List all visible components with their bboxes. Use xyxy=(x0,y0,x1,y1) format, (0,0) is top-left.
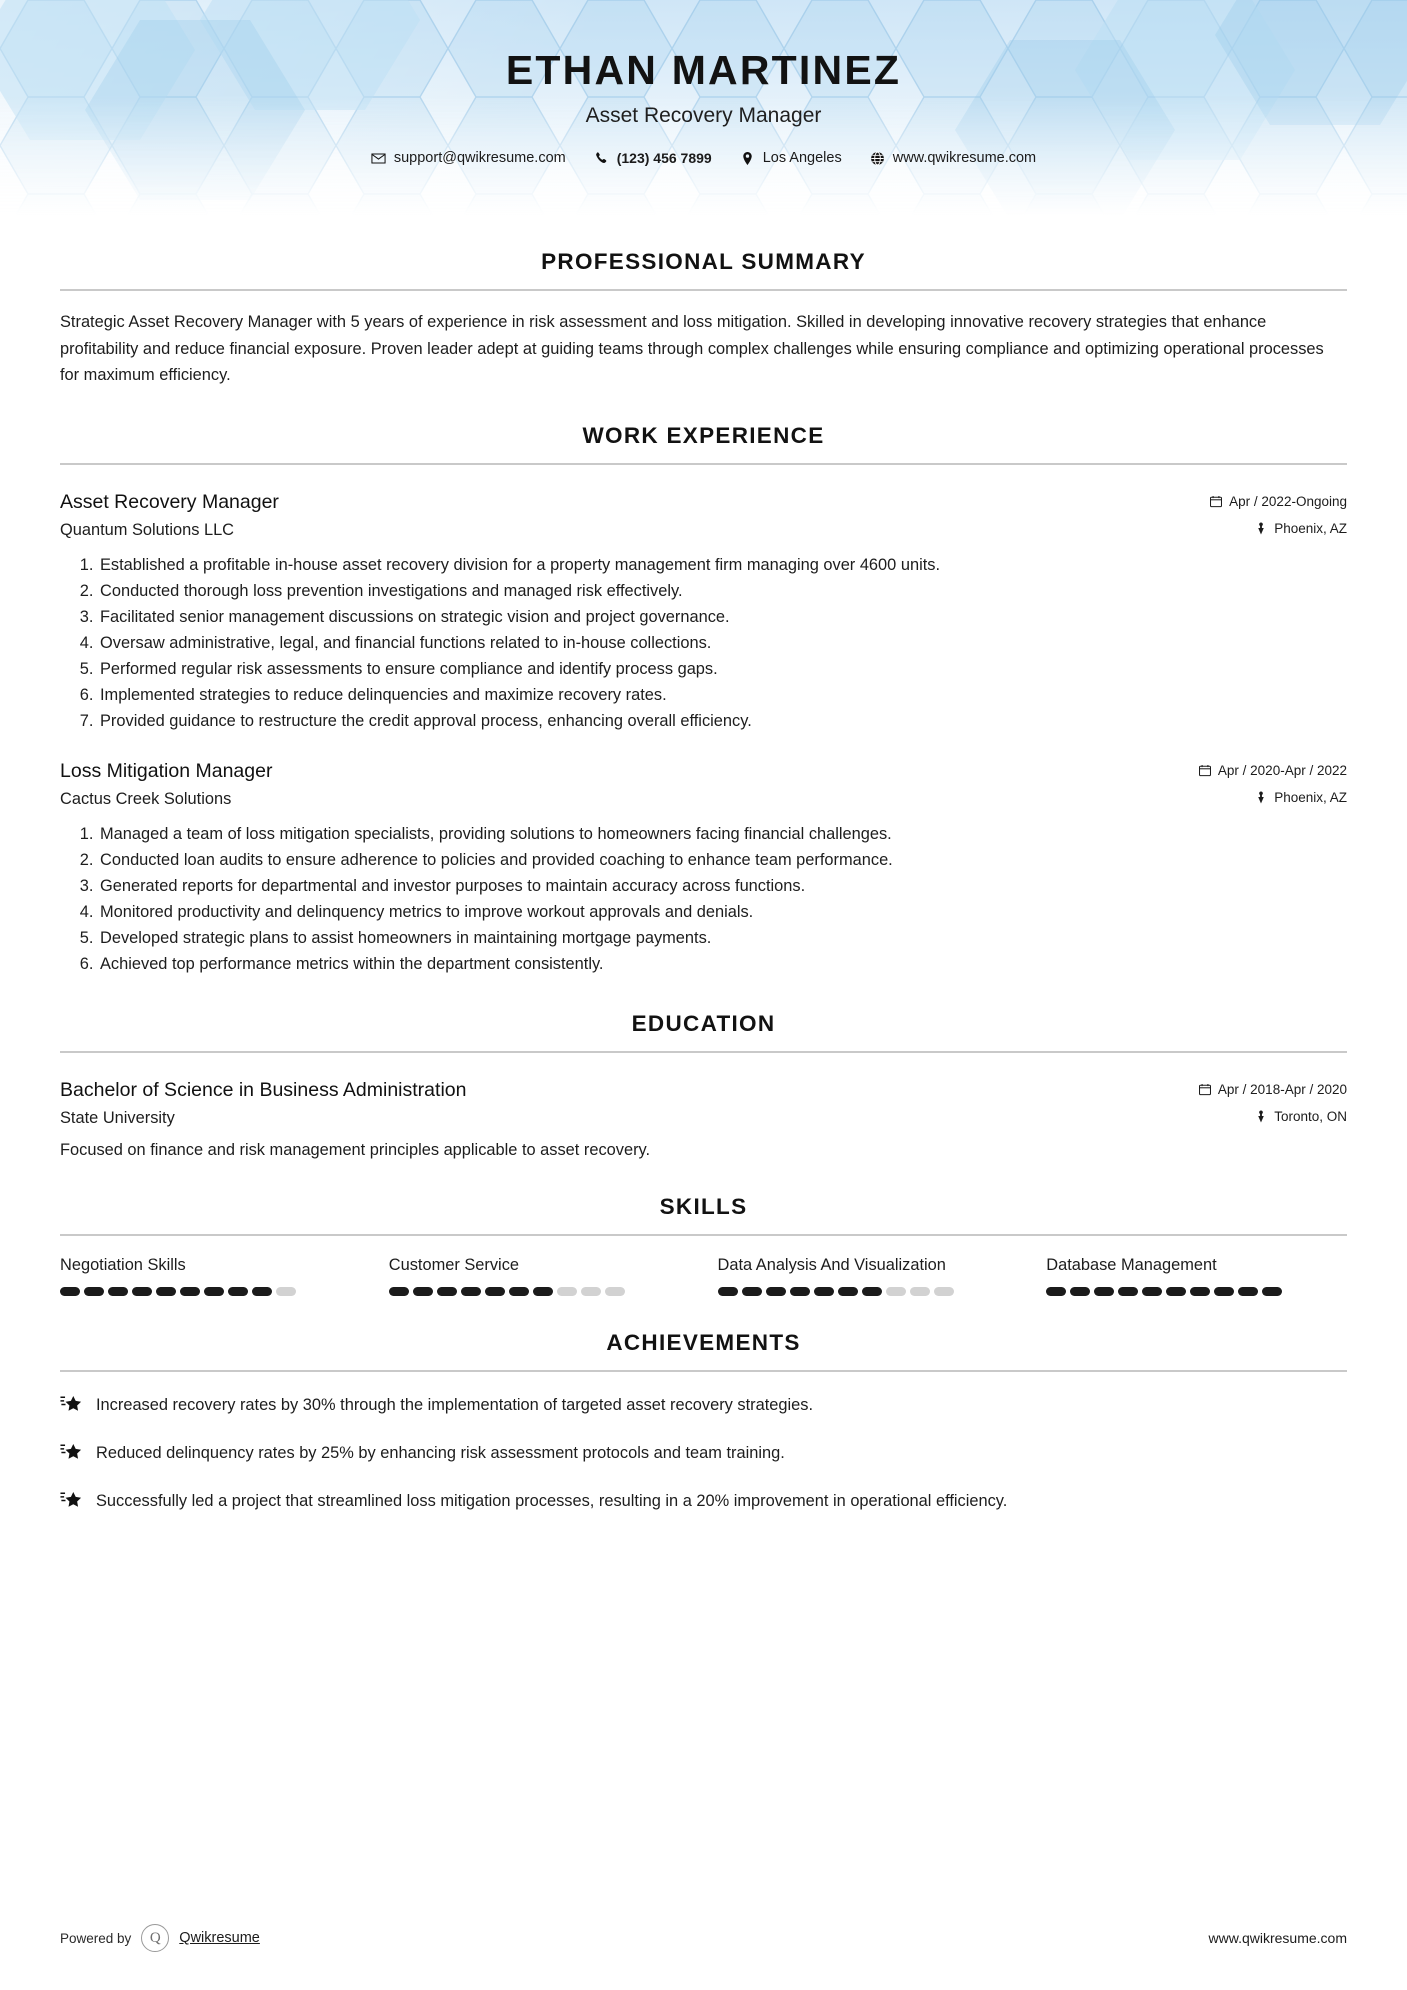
skill-level-dot xyxy=(1142,1287,1162,1296)
divider-skills xyxy=(60,1234,1347,1236)
pin-icon xyxy=(1255,791,1267,804)
skill-level-dot xyxy=(1166,1287,1186,1296)
calendar-icon xyxy=(1199,1083,1211,1096)
job-bullet: 1. Managed a team of loss mitigation specialists, providing solutions to homeowners facing financial challenges. xyxy=(98,821,1347,847)
contact-email-text: support@qwikresume.com xyxy=(393,150,566,167)
section-title-work: WORK EXPERIENCE xyxy=(582,422,825,448)
phone-icon xyxy=(594,151,609,166)
resume-header xyxy=(0,0,1407,215)
skill-level-dot xyxy=(228,1287,248,1296)
summary-text: Strategic Asset Recovery Manager with 5 years of experience in risk assessment and loss mitigation. Skilled in developing innovative recovery strategies that enhance profitability and reduce financial exposure. Proven leader adept at guiding teams through complex challenges while ensuring compliance and optimizing operational processes for maximum efficiency. xyxy=(60,313,1324,385)
skill-level-dot xyxy=(862,1287,882,1296)
job-bullets xyxy=(60,821,1347,977)
skill-level-dot xyxy=(108,1287,128,1296)
skill-level-dot xyxy=(1070,1287,1090,1296)
skill-level-meter xyxy=(389,1287,690,1296)
work-entry xyxy=(60,760,1347,977)
envelope-icon xyxy=(371,151,386,166)
job-bullet: 7. Provided guidance to restructure the credit approval process, enhancing overall efficiency. xyxy=(98,708,1347,734)
job-bullet: 4. Oversaw administrative, legal, and financial functions related to in-house collections. xyxy=(98,630,1347,656)
education-dates-text: Apr / 2018-Apr / 2020 xyxy=(1217,1081,1347,1097)
divider-summary xyxy=(60,289,1347,291)
skill-item xyxy=(389,1254,690,1296)
skill-level-dot xyxy=(605,1287,625,1296)
candidate-job-title: Asset Recovery Manager xyxy=(585,104,822,128)
globe-icon xyxy=(870,151,885,166)
skill-level-dot xyxy=(1094,1287,1114,1296)
skill-label: Data Analysis And Visualization xyxy=(717,1255,946,1274)
job-location xyxy=(1255,521,1347,536)
achievement-text: Increased recovery rates by 30% through the implementation of targeted asset recovery strategies. xyxy=(96,1395,814,1414)
divider-achievements xyxy=(60,1370,1347,1372)
skill-level-dot xyxy=(156,1287,176,1296)
achievement-item xyxy=(60,1392,1347,1418)
skill-level-dot xyxy=(1190,1287,1210,1296)
achievements-list xyxy=(60,1392,1347,1515)
job-location-text: Phoenix, AZ xyxy=(1274,520,1347,536)
job-dates-text: Apr / 2020-Apr / 2022 xyxy=(1217,762,1347,778)
skill-level-dot xyxy=(742,1287,762,1296)
education-entry xyxy=(60,1079,1347,1160)
skill-level-dot xyxy=(1262,1287,1282,1296)
job-company: Cactus Creek Solutions xyxy=(60,789,232,808)
skill-level-dot xyxy=(461,1287,481,1296)
education-description: Focused on finance and risk management principles applicable to asset recovery. xyxy=(60,1140,651,1159)
contact-location-text: Los Angeles xyxy=(762,150,842,167)
job-bullet: 3. Generated reports for departmental and investor purposes to maintain accuracy across functions. xyxy=(98,873,1347,899)
skill-level-dot xyxy=(1214,1287,1234,1296)
skill-level-dot xyxy=(886,1287,906,1296)
skill-level-meter xyxy=(60,1287,361,1296)
education-school: State University xyxy=(60,1108,175,1127)
skill-level-meter xyxy=(1046,1287,1347,1296)
skill-level-dot xyxy=(60,1287,80,1296)
job-bullet: 5. Performed regular risk assessments to ensure compliance and identify process gaps. xyxy=(98,656,1347,682)
star-badge-icon xyxy=(60,1394,82,1416)
star-badge-icon xyxy=(60,1442,82,1464)
skill-level-dot xyxy=(437,1287,457,1296)
job-location-text: Phoenix, AZ xyxy=(1274,789,1347,805)
skill-level-dot xyxy=(413,1287,433,1296)
footer-website[interactable]: www.qwikresume.com xyxy=(1208,1930,1347,1946)
job-dates xyxy=(1199,763,1347,778)
skill-item xyxy=(718,1254,1019,1296)
skill-level-dot xyxy=(581,1287,601,1296)
pin-icon xyxy=(1255,1110,1267,1123)
footer-branding xyxy=(60,1924,260,1952)
contact-website[interactable] xyxy=(870,150,1036,166)
job-dates-text: Apr / 2022-Ongoing xyxy=(1229,493,1347,509)
star-badge-icon xyxy=(60,1490,82,1512)
contact-phone[interactable] xyxy=(594,150,712,166)
education-dates xyxy=(1199,1082,1347,1097)
skill-label: Negotiation Skills xyxy=(60,1255,186,1274)
skill-level-dot xyxy=(389,1287,409,1296)
skill-level-dot xyxy=(84,1287,104,1296)
job-location xyxy=(1255,790,1347,805)
contact-website-text: www.qwikresume.com xyxy=(892,150,1037,167)
skill-label: Database Management xyxy=(1046,1255,1217,1274)
skill-level-dot xyxy=(204,1287,224,1296)
job-bullet: 4. Monitored productivity and delinquency metrics to improve workout approvals and denials. xyxy=(98,899,1347,925)
achievement-item xyxy=(60,1488,1347,1514)
education-degree: Bachelor of Science in Business Administration xyxy=(60,1078,467,1101)
skill-level-dot xyxy=(509,1287,529,1296)
skill-level-dot xyxy=(533,1287,553,1296)
achievement-text: Successfully led a project that streamlined loss mitigation processes, resulting in a 20% improvement in operational efficiency. xyxy=(96,1492,1008,1511)
job-bullet: 5. Developed strategic plans to assist homeowners in maintaining mortgage payments. xyxy=(98,925,1347,951)
page-footer xyxy=(60,1924,1347,1952)
calendar-icon xyxy=(1210,495,1222,508)
job-bullet: 3. Facilitated senior management discussions on strategic vision and project governance. xyxy=(98,604,1347,630)
job-bullet: 2. Conducted thorough loss prevention investigations and managed risk effectively. xyxy=(98,578,1347,604)
skill-level-dot xyxy=(910,1287,930,1296)
job-bullets xyxy=(60,552,1347,734)
map-pin-icon xyxy=(740,151,755,166)
skill-level-dot xyxy=(1118,1287,1138,1296)
skill-item xyxy=(60,1254,361,1296)
skill-level-dot xyxy=(485,1287,505,1296)
job-bullet: 6. Achieved top performance metrics within the department consistently. xyxy=(98,951,1347,977)
section-title-education: EDUCATION xyxy=(631,1010,776,1036)
skill-level-dot xyxy=(790,1287,810,1296)
skill-level-dot xyxy=(557,1287,577,1296)
pin-icon xyxy=(1255,522,1267,535)
work-entry xyxy=(60,491,1347,734)
education-location-text: Toronto, ON xyxy=(1274,1108,1347,1124)
skill-item xyxy=(1046,1254,1347,1296)
job-bullet: 2. Conducted loan audits to ensure adherence to policies and provided coaching to enhance team performance. xyxy=(98,847,1347,873)
skill-level-dot xyxy=(180,1287,200,1296)
divider-education xyxy=(60,1051,1347,1053)
powered-by-label: Powered by xyxy=(60,1930,132,1946)
job-bullet: 1. Established a profitable in-house asset recovery division for a property management firm managing over 4600 units. xyxy=(98,552,1347,578)
job-dates xyxy=(1210,494,1347,509)
contact-bar xyxy=(0,150,1407,166)
job-company: Quantum Solutions LLC xyxy=(60,520,235,539)
contact-email[interactable] xyxy=(371,150,566,166)
skill-level-dot xyxy=(1238,1287,1258,1296)
skill-level-meter xyxy=(718,1287,1019,1296)
qwikresume-logo-icon: Q xyxy=(141,1924,169,1952)
achievement-text: Reduced delinquency rates by 25% by enhancing risk assessment protocols and team training. xyxy=(96,1443,785,1462)
skill-level-dot xyxy=(718,1287,738,1296)
job-bullet: 6. Implemented strategies to reduce delinquencies and maximize recovery rates. xyxy=(98,682,1347,708)
skills-grid xyxy=(60,1254,1347,1296)
achievement-item xyxy=(60,1440,1347,1466)
section-title-achievements: ACHIEVEMENTS xyxy=(606,1329,801,1355)
skill-level-dot xyxy=(814,1287,834,1296)
job-position: Loss Mitigation Manager xyxy=(60,759,273,782)
education-location xyxy=(1255,1109,1347,1124)
calendar-icon xyxy=(1199,764,1211,777)
section-title-skills: SKILLS xyxy=(659,1193,748,1219)
job-position: Asset Recovery Manager xyxy=(60,490,279,513)
qwikresume-link[interactable]: Qwikresume xyxy=(179,1930,260,1946)
skill-level-dot xyxy=(1046,1287,1066,1296)
candidate-name: ETHAN MARTINEZ xyxy=(505,47,902,93)
skill-level-dot xyxy=(934,1287,954,1296)
skill-level-dot xyxy=(276,1287,296,1296)
contact-location xyxy=(740,150,842,166)
skill-level-dot xyxy=(838,1287,858,1296)
skill-label: Customer Service xyxy=(388,1255,520,1274)
contact-phone-text: (123) 456 7899 xyxy=(616,150,712,167)
skill-level-dot xyxy=(132,1287,152,1296)
divider-work xyxy=(60,463,1347,465)
section-title-summary: PROFESSIONAL SUMMARY xyxy=(541,249,866,274)
skill-level-dot xyxy=(252,1287,272,1296)
resume-body xyxy=(0,249,1407,1514)
skill-level-dot xyxy=(766,1287,786,1296)
